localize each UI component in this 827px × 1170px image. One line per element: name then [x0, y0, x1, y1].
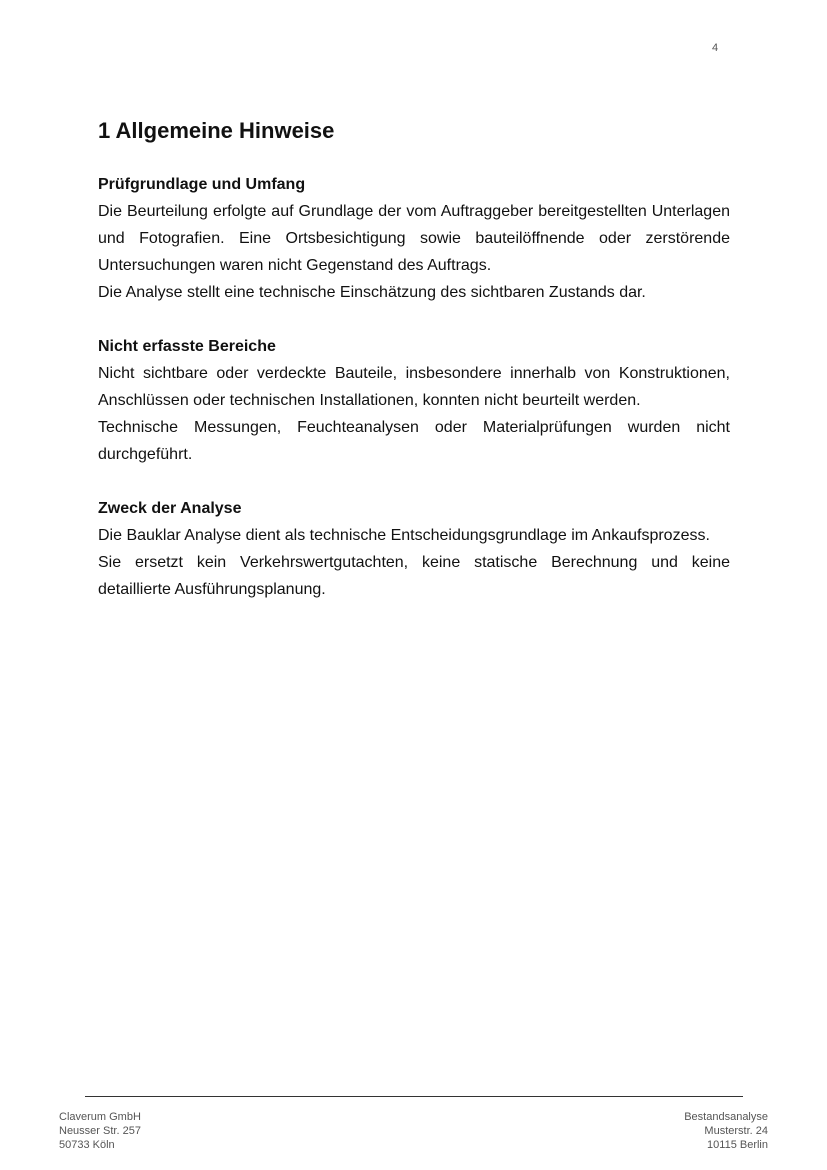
footer-object-address: [684, 1110, 768, 1152]
section-title: Prüfgrundlage und Umfang: [98, 176, 306, 193]
footer-company-name: Claverum GmbH: [59, 1111, 141, 1123]
footer-company-city: 50733 Köln: [59, 1139, 115, 1151]
section-zweck: [98, 495, 730, 603]
document-body: [98, 116, 730, 630]
paragraph: Sie ersetzt kein Verkehrswertgutachten, keine statische Berechnung und keine detaillierte Ausführungsplanung.: [98, 554, 730, 598]
paragraph: Die Analyse stellt eine technische Einschätzung des sichtbaren Zustands dar.: [98, 284, 646, 301]
section-nicht-erfasst: [98, 333, 730, 468]
paragraph: Die Bauklar Analyse dient als technische Entscheidungsgrundlage im Ankaufsprozess.: [98, 527, 710, 544]
section-title: Zweck der Analyse: [98, 500, 242, 517]
footer-object-street: Musterstr. 24: [704, 1125, 768, 1137]
footer-object-city: 10115 Berlin: [707, 1139, 768, 1151]
page-number: 4: [711, 42, 719, 54]
footer-document-type: Bestandsanalyse: [684, 1111, 768, 1123]
section-pruefgrundlage: [98, 171, 730, 306]
footer-company-address: [59, 1110, 141, 1152]
paragraph: Die Beurteilung erfolgte auf Grundlage der vom Auftraggeber bereitgestellten Unterlagen und Fotografien. Eine Ortsbesichtigung sowie bauteilöffnende oder zerstörende Untersuchungen waren nicht Gegenstand des Auftrags.: [98, 203, 730, 274]
footer-divider: [85, 1096, 743, 1097]
paragraph: Nicht sichtbare oder verdeckte Bauteile, insbesondere innerhalb von Konstruktionen, Anschlüssen oder technischen Installationen, konnten nicht beurteilt werden.: [98, 365, 730, 409]
footer-company-street: Neusser Str. 257: [59, 1125, 141, 1137]
section-heading: 1 Allgemeine Hinweise: [98, 118, 335, 143]
section-title: Nicht erfasste Bereiche: [98, 338, 276, 355]
paragraph: Technische Messungen, Feuchteanalysen oder Materialprüfungen wurden nicht durchgeführt.: [98, 419, 730, 463]
